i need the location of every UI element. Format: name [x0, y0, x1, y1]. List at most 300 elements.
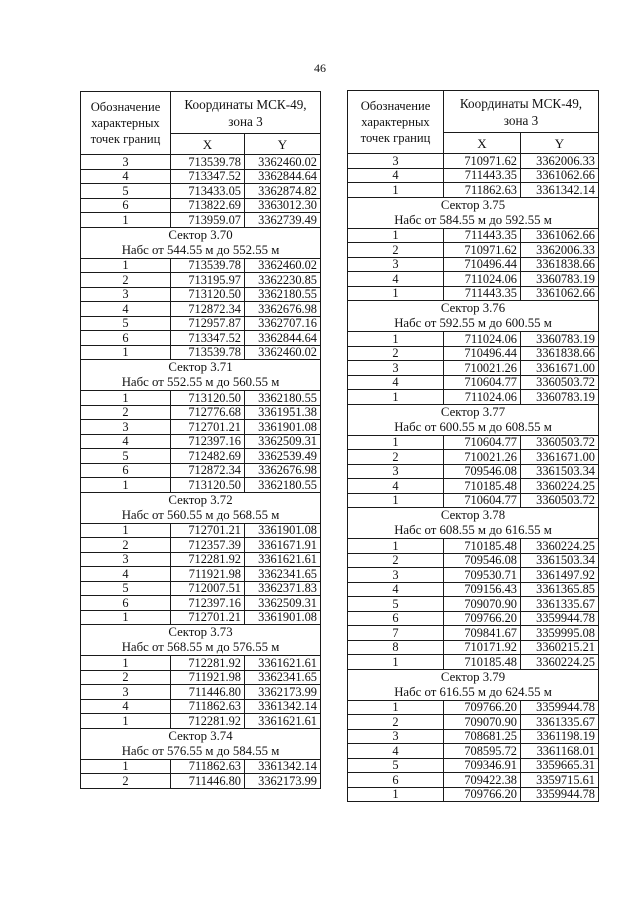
point-number: 1 — [81, 523, 171, 538]
coord-x: 709546.08 — [444, 553, 521, 568]
coord-y: 3361365.85 — [521, 582, 599, 597]
coord-x: 713539.78 — [171, 258, 245, 273]
coord-y: 3361671.00 — [521, 361, 599, 376]
column-header-x: X — [171, 134, 245, 155]
point-number: 3 — [81, 420, 171, 435]
coord-y: 3361621.61 — [245, 552, 321, 567]
coord-y: 3360224.25 — [521, 539, 599, 554]
point-number: 2 — [81, 774, 171, 789]
coord-x: 711446.80 — [171, 685, 245, 700]
point-number: 6 — [81, 463, 171, 478]
coord-y: 3361062.66 — [521, 228, 599, 243]
coord-x: 710604.77 — [444, 493, 521, 508]
coord-x: 712482.69 — [171, 449, 245, 464]
sector-height-range: Набс от 560.55 м до 568.55 м — [81, 508, 321, 524]
table-row — [348, 758, 599, 773]
coord-x: 713822.69 — [171, 198, 245, 213]
sector-title-row — [81, 227, 321, 243]
point-number: 2 — [348, 553, 444, 568]
coord-y: 3360215.21 — [521, 640, 599, 655]
table-body-left — [81, 155, 321, 789]
point-number: 4 — [348, 744, 444, 759]
table-row — [348, 640, 599, 655]
point-number: 4 — [81, 567, 171, 582]
table-row — [81, 463, 321, 478]
sector-title-row — [348, 301, 599, 317]
sector-range-row — [348, 213, 599, 229]
coord-x: 712397.16 — [171, 434, 245, 449]
table-row — [81, 759, 321, 774]
table-row — [81, 552, 321, 567]
coord-y: 3362230.85 — [245, 273, 321, 288]
table-row — [348, 715, 599, 730]
table-row — [348, 493, 599, 508]
point-number: 4 — [348, 479, 444, 494]
coord-y: 3362676.98 — [245, 463, 321, 478]
point-number: 1 — [348, 390, 444, 405]
sector-title-row — [81, 492, 321, 508]
coord-y: 3361062.66 — [521, 168, 599, 183]
point-number: 1 — [81, 610, 171, 625]
point-number: 2 — [81, 670, 171, 685]
coord-y: 3361671.91 — [245, 538, 321, 553]
table-row — [348, 655, 599, 670]
coord-y: 3362460.02 — [245, 155, 321, 170]
table-row — [348, 464, 599, 479]
table-row — [348, 773, 599, 788]
table-row — [81, 273, 321, 288]
coord-y: 3359944.78 — [521, 611, 599, 626]
coord-x: 712872.34 — [171, 302, 245, 317]
column-header-coordinates: Координаты МСК-49, зона 3 — [171, 92, 321, 134]
coord-y: 3362874.82 — [245, 184, 321, 199]
sector-title-row — [81, 728, 321, 744]
coord-y: 3360783.19 — [521, 332, 599, 347]
coord-y: 3362173.99 — [245, 685, 321, 700]
coord-x: 713195.97 — [171, 273, 245, 288]
sector-title-row — [81, 625, 321, 641]
coord-x: 712007.51 — [171, 581, 245, 596]
coord-x: 713347.52 — [171, 331, 245, 346]
point-number: 6 — [348, 773, 444, 788]
coord-x: 711024.06 — [444, 272, 521, 287]
coord-x: 711862.63 — [444, 183, 521, 198]
table-row — [81, 774, 321, 789]
coord-x: 710171.92 — [444, 640, 521, 655]
table-row — [348, 539, 599, 554]
table-row — [348, 183, 599, 198]
point-number: 7 — [348, 626, 444, 641]
coord-y: 3361335.67 — [521, 597, 599, 612]
coord-x: 713539.78 — [171, 345, 245, 360]
coord-y: 3362341.65 — [245, 670, 321, 685]
column-header-points: Обозначение характерных точек границ — [348, 91, 444, 154]
sector-title: Сектор 3.79 — [348, 669, 599, 685]
point-number: 1 — [81, 391, 171, 406]
table-row — [81, 656, 321, 671]
table-row — [348, 450, 599, 465]
coord-x: 709546.08 — [444, 464, 521, 479]
sector-title: Сектор 3.72 — [81, 492, 321, 508]
point-number: 3 — [348, 729, 444, 744]
point-number: 6 — [81, 198, 171, 213]
table-row — [81, 685, 321, 700]
coord-x: 708595.72 — [444, 744, 521, 759]
point-number: 4 — [81, 302, 171, 317]
column-header-coordinates: Координаты МСК-49, зона 3 — [444, 91, 599, 133]
point-number: 1 — [81, 478, 171, 493]
coord-y: 3361198.19 — [521, 729, 599, 744]
coord-y: 3360224.25 — [521, 655, 599, 670]
coord-x: 709070.90 — [444, 597, 521, 612]
point-number: 2 — [348, 243, 444, 258]
sector-range-row — [348, 316, 599, 332]
point-number: 1 — [348, 539, 444, 554]
coord-y: 3361342.14 — [245, 759, 321, 774]
table-row — [81, 345, 321, 360]
sector-title: Сектор 3.71 — [81, 360, 321, 376]
table-row — [81, 420, 321, 435]
point-number: 1 — [348, 787, 444, 802]
table-row — [348, 228, 599, 243]
coord-x: 712701.21 — [171, 420, 245, 435]
table-row — [348, 611, 599, 626]
sector-height-range: Набс от 608.55 м до 616.55 м — [348, 523, 599, 539]
table-row — [81, 287, 321, 302]
sector-title-row — [348, 508, 599, 524]
point-number: 1 — [348, 183, 444, 198]
coord-y: 3362460.02 — [245, 345, 321, 360]
coord-x: 709070.90 — [444, 715, 521, 730]
coord-y: 3362371.83 — [245, 581, 321, 596]
coord-x: 708681.25 — [444, 729, 521, 744]
table-row — [348, 729, 599, 744]
point-number: 1 — [348, 228, 444, 243]
coord-x: 710185.48 — [444, 479, 521, 494]
coord-x: 712397.16 — [171, 596, 245, 611]
table-row — [81, 198, 321, 213]
table-row — [81, 316, 321, 331]
coord-x: 712357.39 — [171, 538, 245, 553]
point-number: 1 — [81, 759, 171, 774]
table-row — [348, 361, 599, 376]
coordinates-table-left — [80, 91, 321, 789]
coord-x: 710021.26 — [444, 361, 521, 376]
table-row — [348, 787, 599, 802]
table-row — [81, 596, 321, 611]
table-row — [81, 391, 321, 406]
table-row — [81, 213, 321, 228]
coord-y: 3362707.16 — [245, 316, 321, 331]
sector-range-row — [348, 523, 599, 539]
point-number: 3 — [348, 568, 444, 583]
table-row — [348, 700, 599, 715]
coord-y: 3361838.66 — [521, 346, 599, 361]
table-row — [348, 375, 599, 390]
coord-y: 3360503.72 — [521, 493, 599, 508]
table-row — [348, 168, 599, 183]
page-number: 46 — [314, 61, 326, 75]
table-row — [348, 597, 599, 612]
coord-x: 709841.67 — [444, 626, 521, 641]
point-number: 3 — [348, 257, 444, 272]
coord-y: 3361838.66 — [521, 257, 599, 272]
coord-y: 3361168.01 — [521, 744, 599, 759]
coord-x: 713433.05 — [171, 184, 245, 199]
point-number: 3 — [81, 685, 171, 700]
sector-height-range: Набс от 544.55 м до 552.55 м — [81, 243, 321, 259]
sector-title: Сектор 3.75 — [348, 197, 599, 213]
coord-x: 710021.26 — [444, 450, 521, 465]
coord-x: 711446.80 — [171, 774, 245, 789]
point-number: 3 — [348, 464, 444, 479]
point-number: 5 — [81, 316, 171, 331]
coord-x: 712281.92 — [171, 714, 245, 729]
column-header-y: Y — [245, 134, 321, 155]
table-row — [81, 610, 321, 625]
point-number: 5 — [348, 758, 444, 773]
point-number: 2 — [81, 405, 171, 420]
coord-y: 3361621.61 — [245, 656, 321, 671]
sector-height-range: Набс от 616.55 м до 624.55 м — [348, 685, 599, 701]
table-row — [81, 523, 321, 538]
coord-y: 3362844.64 — [245, 331, 321, 346]
coord-x: 711024.06 — [444, 332, 521, 347]
coord-y: 3362180.55 — [245, 391, 321, 406]
coord-x: 711862.63 — [171, 759, 245, 774]
coord-y: 3359944.78 — [521, 700, 599, 715]
sector-range-row — [81, 243, 321, 259]
coord-y: 3361342.14 — [245, 699, 321, 714]
point-number: 4 — [81, 434, 171, 449]
table-row — [348, 332, 599, 347]
point-number: 5 — [81, 449, 171, 464]
coord-x: 711024.06 — [444, 390, 521, 405]
sector-title-row — [81, 360, 321, 376]
point-number: 1 — [81, 258, 171, 273]
table-row — [81, 405, 321, 420]
coord-y: 3362676.98 — [245, 302, 321, 317]
coord-x: 712872.34 — [171, 463, 245, 478]
point-number: 1 — [348, 332, 444, 347]
sector-title: Сектор 3.74 — [81, 728, 321, 744]
table-row — [81, 184, 321, 199]
coord-y: 3361503.34 — [521, 464, 599, 479]
table-row — [81, 567, 321, 582]
point-number: 2 — [348, 715, 444, 730]
sector-title: Сектор 3.76 — [348, 301, 599, 317]
coord-x: 710971.62 — [444, 154, 521, 169]
point-number: 5 — [81, 184, 171, 199]
coord-x: 710604.77 — [444, 435, 521, 450]
table-row — [348, 272, 599, 287]
point-number: 4 — [348, 375, 444, 390]
coord-y: 3360503.72 — [521, 435, 599, 450]
coord-y: 3361335.67 — [521, 715, 599, 730]
table-row — [81, 699, 321, 714]
coord-x: 713120.50 — [171, 287, 245, 302]
coord-x: 710604.77 — [444, 375, 521, 390]
coord-y: 3359715.61 — [521, 773, 599, 788]
point-number: 1 — [81, 656, 171, 671]
column-header-y: Y — [521, 133, 599, 154]
coord-x: 710496.44 — [444, 346, 521, 361]
point-number: 5 — [81, 581, 171, 596]
sector-title: Сектор 3.78 — [348, 508, 599, 524]
coord-x: 713347.52 — [171, 169, 245, 184]
coord-y: 3361342.14 — [521, 183, 599, 198]
point-number: 5 — [348, 597, 444, 612]
table-row — [81, 331, 321, 346]
coord-x: 711443.35 — [444, 228, 521, 243]
table-row — [348, 390, 599, 405]
coord-y: 3359995.08 — [521, 626, 599, 641]
sector-height-range: Набс от 600.55 м до 608.55 м — [348, 420, 599, 436]
point-number: 3 — [81, 287, 171, 302]
table-row — [348, 154, 599, 169]
table-row — [348, 626, 599, 641]
table-row — [348, 243, 599, 258]
sector-range-row — [81, 744, 321, 760]
point-number: 1 — [348, 493, 444, 508]
point-number: 1 — [81, 714, 171, 729]
coord-y: 3362539.49 — [245, 449, 321, 464]
table-row — [81, 538, 321, 553]
coord-x: 709422.38 — [444, 773, 521, 788]
coord-x: 709766.20 — [444, 611, 521, 626]
table-row — [81, 581, 321, 596]
coord-x: 712701.21 — [171, 523, 245, 538]
column-header-x: X — [444, 133, 521, 154]
point-number: 4 — [348, 272, 444, 287]
point-number: 4 — [348, 168, 444, 183]
coord-x: 711921.98 — [171, 567, 245, 582]
coord-y: 3361901.08 — [245, 420, 321, 435]
sector-range-row — [348, 685, 599, 701]
point-number: 3 — [81, 155, 171, 170]
coord-x: 713120.50 — [171, 478, 245, 493]
coord-x: 711443.35 — [444, 286, 521, 301]
coord-y: 3361671.00 — [521, 450, 599, 465]
table-row — [348, 435, 599, 450]
table-row — [348, 568, 599, 583]
sector-height-range: Набс от 592.55 м до 600.55 м — [348, 316, 599, 332]
table-row — [81, 449, 321, 464]
coord-y: 3361062.66 — [521, 286, 599, 301]
coord-y: 3360783.19 — [521, 272, 599, 287]
coord-x: 711921.98 — [171, 670, 245, 685]
sector-height-range: Набс от 576.55 м до 584.55 м — [81, 744, 321, 760]
coord-y: 3362006.33 — [521, 243, 599, 258]
coord-y: 3362509.31 — [245, 596, 321, 611]
coord-x: 713539.78 — [171, 155, 245, 170]
coord-y: 3361503.34 — [521, 553, 599, 568]
point-number: 6 — [348, 611, 444, 626]
point-number: 2 — [348, 450, 444, 465]
column-header-points: Обозначение характерных точек границ — [81, 92, 171, 155]
table-row — [81, 478, 321, 493]
coord-y: 3362341.65 — [245, 567, 321, 582]
coord-y: 3363012.30 — [245, 198, 321, 213]
coord-y: 3360224.25 — [521, 479, 599, 494]
coord-y: 3362460.02 — [245, 258, 321, 273]
sector-title: Сектор 3.73 — [81, 625, 321, 641]
table-row — [348, 286, 599, 301]
table-row — [348, 346, 599, 361]
sector-range-row — [81, 640, 321, 656]
point-number: 2 — [348, 346, 444, 361]
coord-y: 3361621.61 — [245, 714, 321, 729]
table-row — [348, 257, 599, 272]
coord-x: 709346.91 — [444, 758, 521, 773]
sector-range-row — [81, 375, 321, 391]
coord-y: 3361901.08 — [245, 610, 321, 625]
point-number: 6 — [81, 331, 171, 346]
coord-y: 3360503.72 — [521, 375, 599, 390]
coord-y: 3361497.92 — [521, 568, 599, 583]
coord-y: 3362180.55 — [245, 478, 321, 493]
table-row — [348, 744, 599, 759]
coord-y: 3361901.08 — [245, 523, 321, 538]
coord-x: 711443.35 — [444, 168, 521, 183]
table-row — [81, 714, 321, 729]
coord-x: 710185.48 — [444, 655, 521, 670]
coord-y: 3359665.31 — [521, 758, 599, 773]
sector-title-row — [348, 404, 599, 420]
sector-height-range: Набс от 568.55 м до 576.55 м — [81, 640, 321, 656]
point-number: 6 — [81, 596, 171, 611]
point-number: 4 — [348, 582, 444, 597]
point-number: 1 — [348, 286, 444, 301]
coord-x: 712776.68 — [171, 405, 245, 420]
table-row — [81, 258, 321, 273]
coord-x: 712957.87 — [171, 316, 245, 331]
coord-x: 709766.20 — [444, 700, 521, 715]
coord-x: 712701.21 — [171, 610, 245, 625]
point-number: 2 — [81, 538, 171, 553]
point-number: 3 — [348, 361, 444, 376]
coord-x: 712281.92 — [171, 552, 245, 567]
coord-y: 3362509.31 — [245, 434, 321, 449]
table-row — [81, 302, 321, 317]
point-number: 8 — [348, 640, 444, 655]
coord-y: 3362180.55 — [245, 287, 321, 302]
sector-height-range: Набс от 584.55 м до 592.55 м — [348, 213, 599, 229]
table-row — [348, 582, 599, 597]
coord-y: 3362844.64 — [245, 169, 321, 184]
point-number: 3 — [348, 154, 444, 169]
sector-height-range: Набс от 552.55 м до 560.55 м — [81, 375, 321, 391]
table-row — [81, 155, 321, 170]
point-number: 1 — [348, 700, 444, 715]
coord-x: 710971.62 — [444, 243, 521, 258]
point-number: 3 — [81, 552, 171, 567]
point-number: 4 — [81, 169, 171, 184]
coord-y: 3362739.49 — [245, 213, 321, 228]
point-number: 1 — [348, 655, 444, 670]
point-number: 2 — [81, 273, 171, 288]
coord-x: 712281.92 — [171, 656, 245, 671]
table-row — [81, 169, 321, 184]
coord-x: 709156.43 — [444, 582, 521, 597]
coord-x: 710496.44 — [444, 257, 521, 272]
coord-x: 713120.50 — [171, 391, 245, 406]
coordinates-table-right — [347, 90, 599, 802]
coord-y: 3360783.19 — [521, 390, 599, 405]
coord-y: 3362173.99 — [245, 774, 321, 789]
table-row — [81, 434, 321, 449]
table-row — [81, 670, 321, 685]
